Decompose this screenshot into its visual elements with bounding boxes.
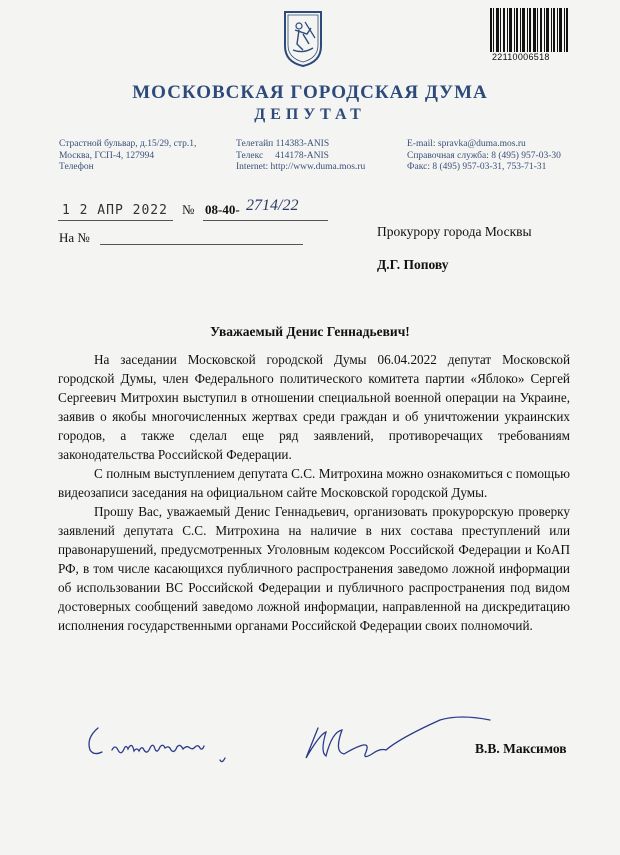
handwritten-signature [80,708,510,778]
contact-line: Internet: http://www.duma.mos.ru [236,162,366,172]
number-underline [203,220,328,221]
barcode-icon [490,8,568,52]
registration-number-handwritten: 2714/22 [246,197,299,214]
contact-line: Телефон [59,162,94,172]
paragraph: На заседании Московской городской Думы 06.04.2022 депутат Московской городской Думы, член Федерального политического комитета партии «Яблоко» Сергей Сергеевич Митрохин выступил в отношении специальной военной операции на Украине, заявив о якобы многочисленных жертвах среди граждан и об уничтожении украинских городов, а также сделал еще ряд заявлений, противоречащих требованиям законодательства Российской Федерации. [58,352,570,462]
letter-body [58,350,570,635]
signer-name: В.В. Максимов [475,741,567,756]
contact-line: E-mail: spravka@duma.mos.ru [407,139,526,149]
paragraph: С полным выступлением депутата С.С. Митрохина можно ознакомиться с помощью видеозаписи заседания на официальном сайте Московской городской Думы. [58,466,570,500]
contact-line: Телекс 414178-ANIS [236,150,329,161]
number-label: № [182,202,195,217]
barcode-number: 22110006518 [492,52,550,62]
moscow-coat-of-arms-icon [281,8,325,68]
organization-title: МОСКОВСКАЯ ГОРОДСКАЯ ДУМА [132,82,488,103]
paragraph: Прошу Вас, уважаемый Денис Геннадьевич, организовать прокурорскую проверку заявлений депутата С.С. Митрохина на наличие в них состава преступлений или правонарушений, предусмотренных Уголовным кодексом Российской Федерации и КоАП РФ, в том числе касающихся публичного распространения заведомо ложной информации об использовании ВС Российской Федерации и публичного распространения под видом достоверных сообщений заведомо ложной информации, направленной на дискредитацию исполнения государственными органами Российской Федерации своих полномочий. [58,504,570,633]
reply-underline [100,244,303,245]
role-title: ДЕПУТАТ [254,106,366,123]
contact-line: Факс: 8 (495) 957-03-31, 753-71-31 [407,162,547,172]
contact-address [59,139,196,174]
contact-line: Телетайп 114383-ANIS [236,139,330,149]
registration-number: 08-40- [205,202,240,217]
contact-line: Москва, ГСП-4, 127994 [59,150,155,161]
contact-email [407,139,561,174]
date-underline [58,220,173,221]
reply-label: На № [59,230,90,245]
salutation: Уважаемый Денис Геннадьевич! [210,324,410,339]
contact-line: Страстной бульвар, д.15/29, стр.1, [59,139,197,149]
contact-telex [236,139,365,174]
contact-line: Справочная служба: 8 (495) 957-03-30 [407,150,561,161]
addressee-title: Прокурору города Москвы [377,224,532,239]
registration-date: 1 2 АПР 2022 [62,203,168,218]
addressee-name: Д.Г. Попову [377,257,449,272]
